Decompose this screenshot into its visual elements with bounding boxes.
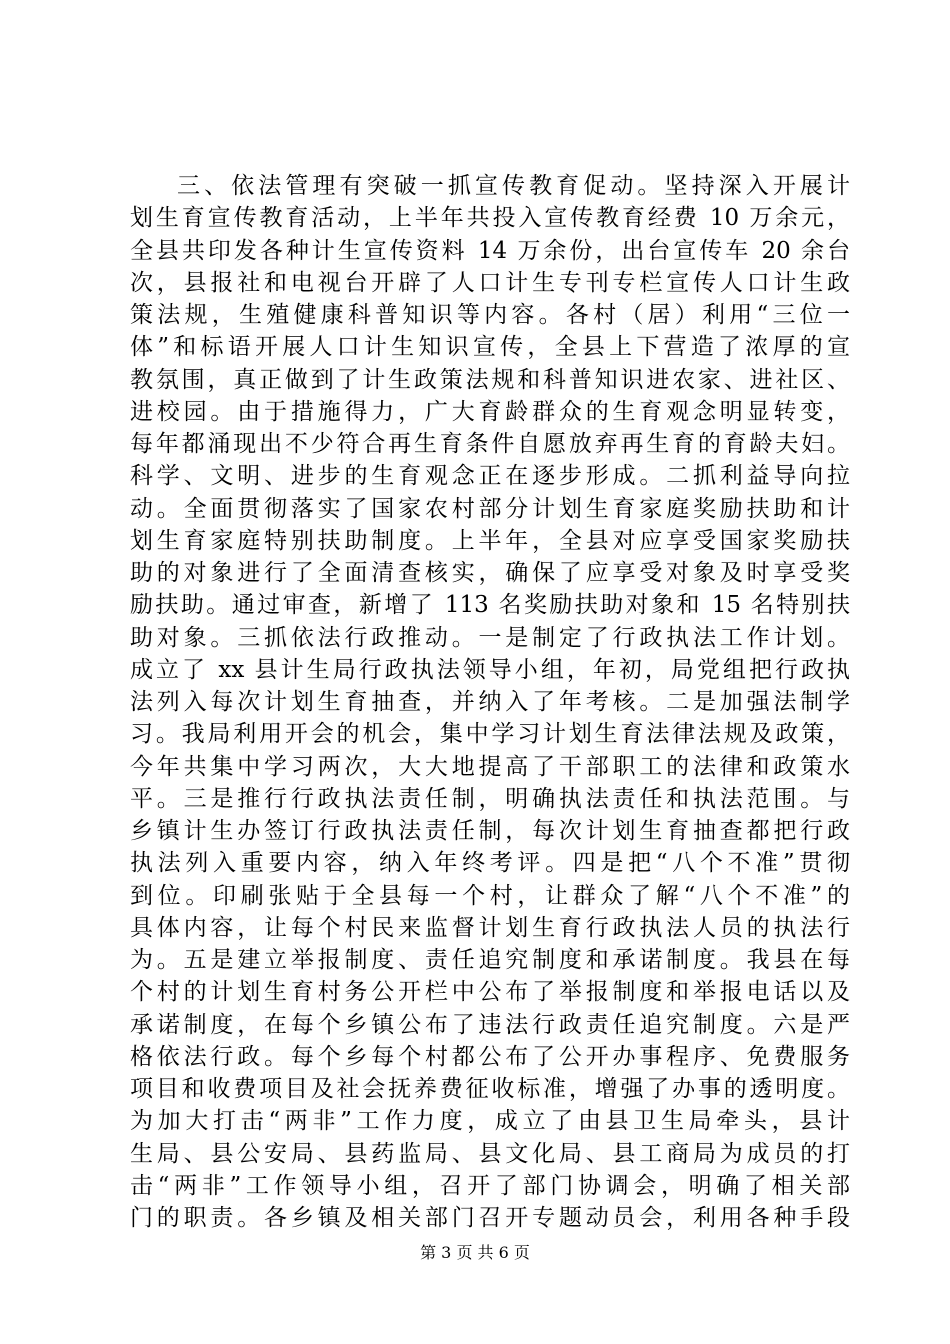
text-line: 三、依法管理有突破一抓宣传教育促动。坚持深入开展计 xyxy=(177,173,850,199)
text-line: 科学、文明、进步的生育观念正在逐步形成。二抓利益导向拉 xyxy=(130,463,850,489)
text-line: 成立了 xx 县计生局行政执法领导小组，年初，局党组把行政执 xyxy=(130,657,850,683)
text-line: 每年都涌现出不少符合再生育条件自愿放弃再生育的育龄夫妇。 xyxy=(130,431,850,457)
text-line: 门的职责。各乡镇及相关部门召开专题动员会，利用各种手段 xyxy=(130,1205,850,1231)
text-line: 今年共集中学习两次，大大地提高了干部职工的法律和政策水 xyxy=(130,754,850,780)
text-line: 策法规，生殖健康科普知识等内容。各村（居）利用“三位一 xyxy=(130,302,850,328)
text-line: 承诺制度，在每个乡镇公布了违法行政责任追究制度。六是严 xyxy=(130,1012,850,1038)
text-line: 执法列入重要内容，纳入年终考评。四是把“八个不准”贯彻 xyxy=(130,850,850,876)
text-line: 划生育宣传教育活动，上半年共投入宣传教育经费 10 万余元， xyxy=(130,205,850,231)
text-line: 项目和收费项目及社会抚养费征收标准，增强了办事的透明度。 xyxy=(130,1076,850,1102)
text-line: 助对象。三抓依法行政推动。一是制定了行政执法工作计划。 xyxy=(130,625,850,651)
page-footer xyxy=(0,1242,950,1264)
text-line: 习。我局利用开会的机会，集中学习计划生育法律法规及政策， xyxy=(130,721,850,747)
text-line: 到位。印刷张贴于全县每一个村，让群众了解“八个不准”的 xyxy=(130,883,850,909)
text-line: 助的对象进行了全面清查核实，确保了应享受对象及时享受奖 xyxy=(130,560,850,586)
text-line: 励扶助。通过审查，新增了 113 名奖励扶助对象和 15 名特别扶 xyxy=(130,592,850,618)
text-line: 格依法行政。每个乡每个村都公布了公开办事程序、免费服务 xyxy=(130,1044,850,1070)
text-line: 乡镇计生办签订行政执法责任制，每次计划生育抽查都把行政 xyxy=(130,818,850,844)
text-line: 具体内容，让每个村民来监督计划生育行政执法人员的执法行 xyxy=(130,915,850,941)
text-line: 为。五是建立举报制度、责任追究制度和承诺制度。我县在每 xyxy=(130,947,850,973)
text-line: 次，县报社和电视台开辟了人口计生专刊专栏宣传人口计生政 xyxy=(130,270,850,296)
page-indicator: 第 3 页 共 6 页 xyxy=(420,1243,530,1262)
text-line: 法列入每次计划生育抽查，并纳入了年考核。二是加强法制学 xyxy=(130,689,850,715)
text-line: 划生育家庭特别扶助制度。上半年，全县对应享受国家奖励扶 xyxy=(130,528,850,554)
text-line: 为加大打击“两非”工作力度，成立了由县卫生局牵头，县计 xyxy=(130,1108,850,1134)
text-line: 全县共印发各种计生宣传资料 14 万余份，出台宣传车 20 余台 xyxy=(130,238,850,264)
text-line: 生局、县公安局、县药监局、县文化局、县工商局为成员的打 xyxy=(130,1141,850,1167)
text-line: 平。三是推行行政执法责任制，明确执法责任和执法范围。与 xyxy=(130,786,850,812)
text-line: 体”和标语开展人口计生知识宣传，全县上下营造了浓厚的宣 xyxy=(130,334,850,360)
text-line: 个村的计划生育村务公开栏中公布了举报制度和举报电话以及 xyxy=(130,979,850,1005)
text-line: 动。全面贯彻落实了国家农村部分计划生育家庭奖励扶助和计 xyxy=(130,496,850,522)
text-line: 教氛围，真正做到了计生政策法规和科普知识进农家、进社区、 xyxy=(130,367,850,393)
text-line: 进校园。由于措施得力，广大育龄群众的生育观念明显转变， xyxy=(130,399,850,425)
text-line: 击“两非”工作领导小组，召开了部门协调会，明确了相关部 xyxy=(130,1173,850,1199)
